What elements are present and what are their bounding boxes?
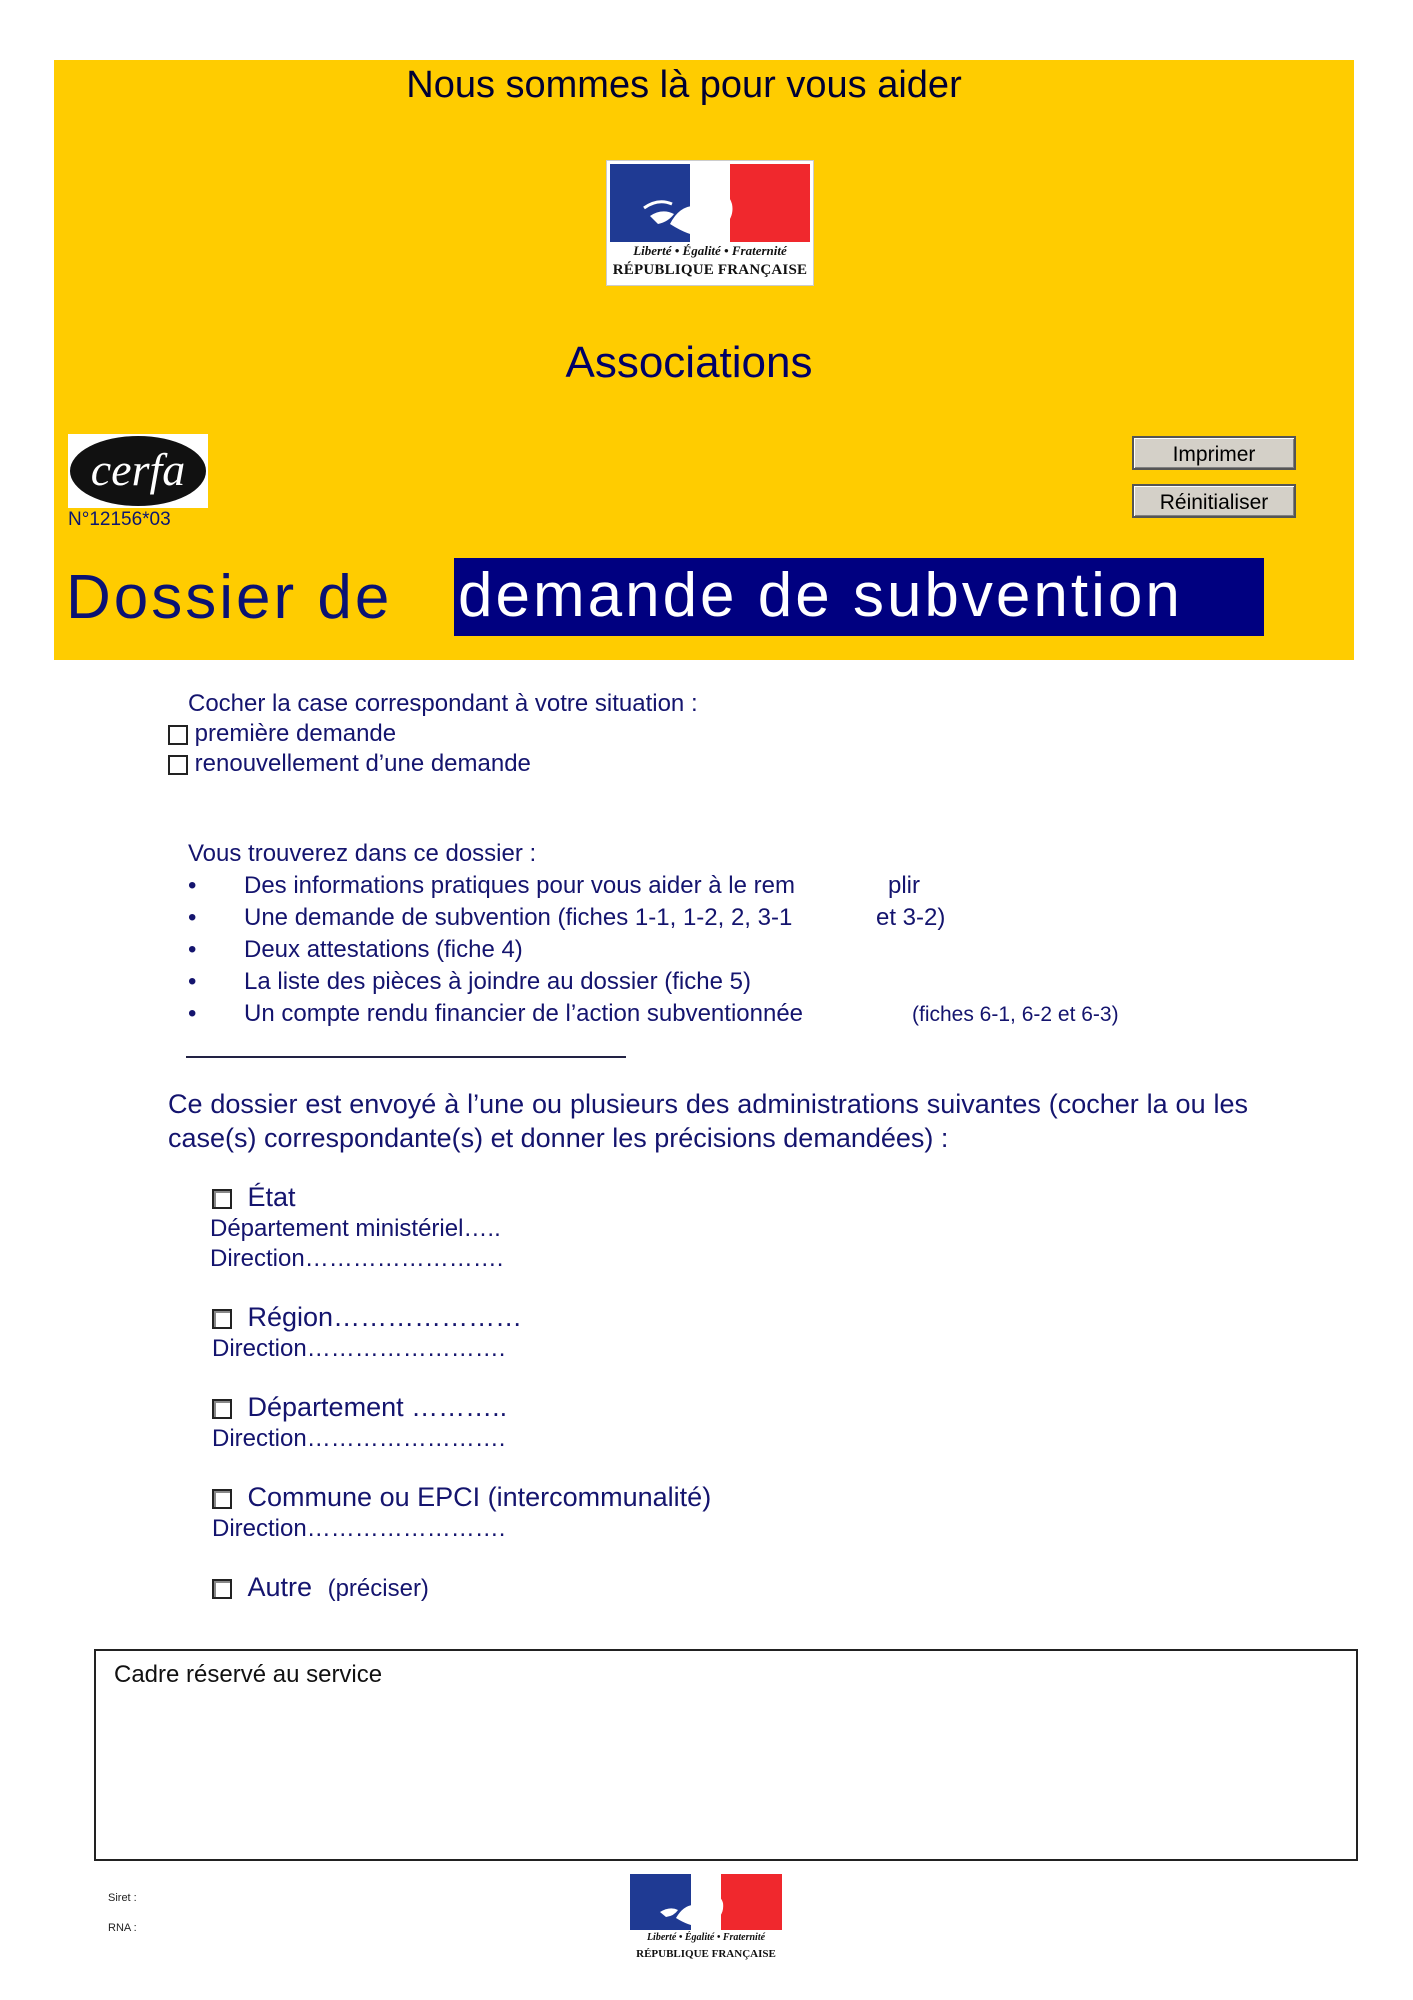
cerfa-logo-text: cerfa [70,436,206,506]
region-label: Région………………… [247,1302,523,1332]
bullet: • [188,968,197,995]
commune-label: Commune ou EPCI (intercommunalité) [247,1482,712,1512]
list-item-text: Des informations pratiques pour vous aider à le rem [244,872,795,899]
list-item [188,1000,1188,1032]
logo-motto: Liberté • Égalité • Fraternité [633,243,787,258]
list-item-text: Un compte rendu financier de l’action subventionnée [244,1000,804,1027]
renewal-checkbox[interactable] [168,755,188,775]
reserved-box-label: Cadre réservé au service [114,1661,383,1688]
print-button[interactable]: Imprimer [1132,436,1296,470]
etat-checkbox[interactable] [212,1189,232,1209]
commune-checkbox[interactable] [212,1489,232,1509]
footer-marianne-profile-icon [630,1874,782,1930]
renewal-label: renouvellement d’une demande [194,750,531,777]
etat-direction-field[interactable]: Direction……………………. [210,1245,504,1272]
admin-departement [212,1392,507,1453]
list-item-extra: (fiches 6-1, 6-2 et 6-3) [912,1003,1119,1026]
marianne-profile-icon [610,164,810,242]
page-title: Dossier de [66,563,393,632]
autre-label: Autre [247,1572,313,1602]
situation-prompt: Cocher la case correspondant à votre situation : [188,690,698,717]
reset-button[interactable]: Réinitialiser [1132,484,1296,518]
bullet: • [188,936,197,963]
list-item-extra: et 3-2) [876,904,946,931]
siret-label: Siret : [108,1892,137,1904]
autre-checkbox[interactable] [212,1579,232,1599]
first-request-label: première demande [194,720,397,747]
list-item [188,904,1188,936]
list-item [188,872,1188,904]
admin-commune [212,1482,711,1543]
situation-option-renewal [168,750,531,778]
region-checkbox[interactable] [212,1309,232,1329]
tagline: Nous sommes là pour vous aider [406,64,962,106]
commune-direction-field[interactable]: Direction……………………. [212,1515,506,1542]
page-title-highlight: demande de subvention [454,558,1264,636]
departement-direction-field[interactable]: Direction……………………. [212,1425,506,1452]
footer-logo-motto: Liberté • Égalité • Fraternité [646,1932,766,1943]
contents-intro: Vous trouverez dans ce dossier : [188,840,537,867]
footer-logo-republic: RÉPUBLIQUE FRANÇAISE [636,1948,776,1960]
bullet: • [188,1000,197,1027]
list-item [188,936,1188,968]
divider [186,1056,626,1058]
etat-ministry-field[interactable]: Département ministériel….. [210,1215,501,1242]
list-item [188,968,1188,1000]
departement-label: Département ……….. [247,1392,508,1422]
admin-etat [212,1182,503,1273]
footer-marianne-logo [628,1872,784,1968]
list-item-text: Une demande de subvention (fiches 1-1, 1-2, 2, 3-1 [244,904,793,931]
situation-option-first [168,720,396,748]
list-item-text: La liste des pièces à joindre au dossier (fiche 5) [244,968,751,995]
admin-region [212,1302,522,1363]
etat-label: État [247,1182,296,1212]
bullet: • [188,872,197,899]
bullet: • [188,904,197,931]
departement-checkbox[interactable] [212,1399,232,1419]
marianne-logo [606,160,814,286]
autre-extra: (préciser) [327,1575,429,1602]
admin-autre [212,1572,429,1603]
list-item-extra: plir [888,872,921,899]
list-item-text: Deux attestations (fiche 4) [244,936,523,963]
logo-republic: RÉPUBLIQUE FRANÇAISE [612,262,808,278]
region-direction-field[interactable]: Direction……………………. [212,1335,506,1362]
first-request-checkbox[interactable] [168,725,188,745]
administrations-intro: Ce dossier est envoyé à l’une ou plusieurs des administrations suivantes (cocher la ou les case(s) correspondante(s) et donner les précisions demandées) : [168,1089,1248,1153]
subtitle: Associations [565,338,813,387]
cerfa-number: N°12156*03 [68,509,171,530]
reserved-box [94,1649,1358,1861]
header-banner [54,60,1354,660]
cerfa-logo [68,434,208,508]
rna-label: RNA : [108,1922,137,1934]
